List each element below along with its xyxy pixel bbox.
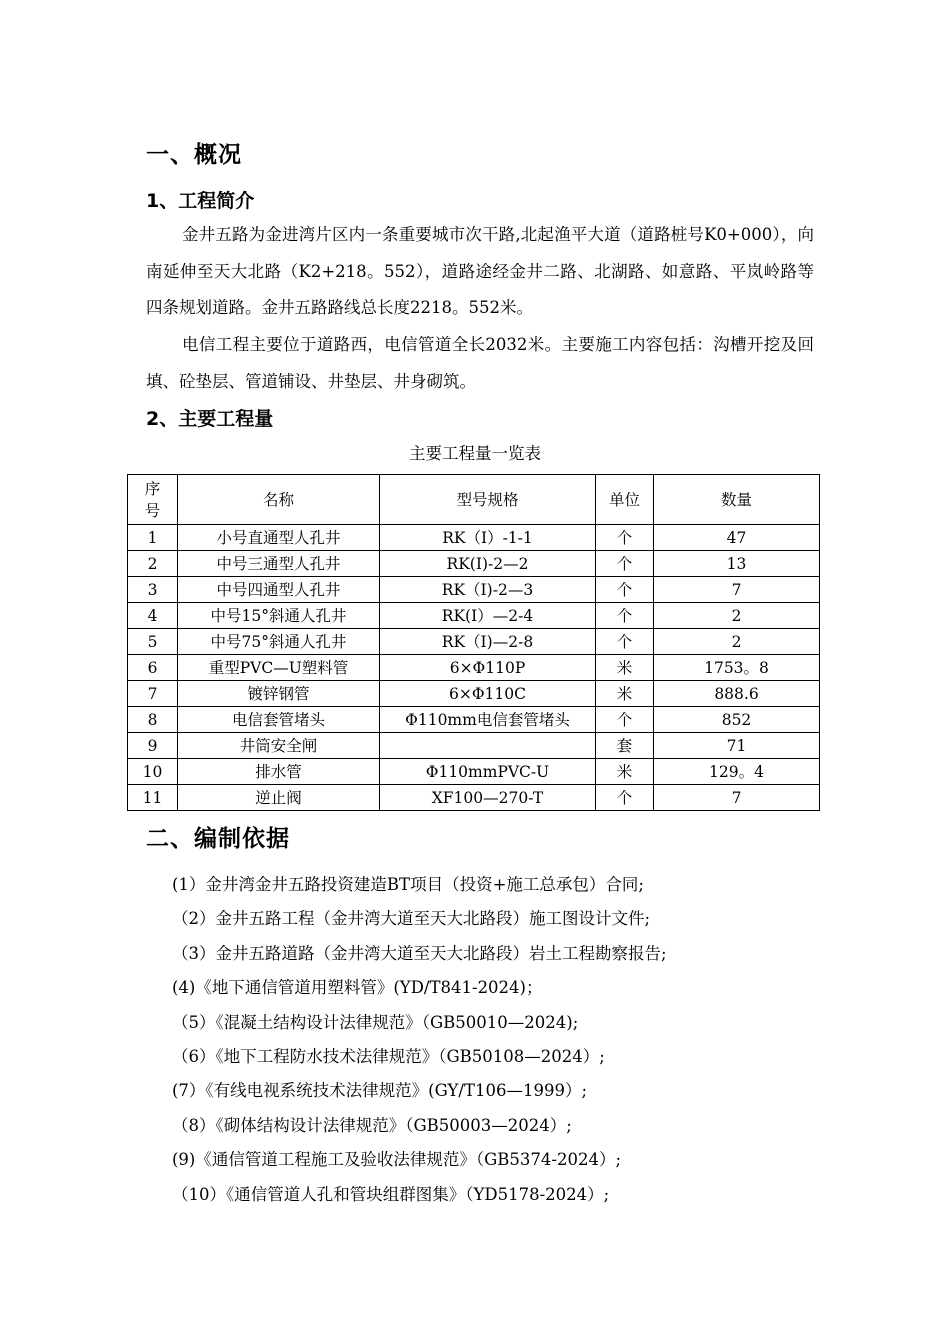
cell-unit: 个 — [596, 577, 654, 603]
cell-spec: 6×Φ110C — [380, 681, 596, 707]
table-row — [128, 603, 820, 629]
cell-name: 中号75°斜通人孔井 — [178, 629, 380, 655]
reference-item: (4)《地下通信管道用塑料管》(YD/T841-2024)； — [172, 978, 543, 998]
cell-quantity: 129。4 — [654, 759, 820, 785]
cell-name: 井筒安全闸 — [178, 733, 380, 759]
subsection-project-intro-heading: 1、工程简介 — [146, 190, 255, 212]
cell-quantity: 47 — [654, 525, 820, 551]
header-index: 序号 — [128, 475, 178, 525]
section-basis-heading: 二、编制依据 — [146, 826, 290, 852]
cell-spec: RK(I)-2—2 — [380, 551, 596, 577]
cell-index: 6 — [128, 655, 178, 681]
cell-unit: 个 — [596, 525, 654, 551]
table-caption: 主要工程量一览表 — [409, 444, 541, 463]
table-row — [128, 577, 820, 603]
cell-unit: 个 — [596, 603, 654, 629]
cell-quantity: 7 — [654, 785, 820, 811]
cell-spec: RK（I)—2-8 — [380, 629, 596, 655]
table-row — [128, 733, 820, 759]
reference-item: （2）金井五路工程（金井湾大道至天大北路段）施工图设计文件; — [172, 909, 651, 929]
table-header-row — [128, 475, 820, 525]
cell-name: 逆止阀 — [178, 785, 380, 811]
cell-name: 小号直通型人孔井 — [178, 525, 380, 551]
cell-quantity: 13 — [654, 551, 820, 577]
cell-index: 2 — [128, 551, 178, 577]
quantities-table — [127, 474, 820, 811]
table-row — [128, 655, 820, 681]
project-intro-paragraph: 金井五路为金进湾片区内一条重要城市次干路,北起渔平大道（道路桩号K0+000），向南延伸至天大北路（K2+218。552），道路途经金井二路、北湖路、如意路、平岚岭路等四条规划道路。金井五路路线总长度2218。552米。 — [146, 225, 814, 317]
subsection-main-quantities-heading: 2、主要工程量 — [146, 408, 274, 430]
reference-item: (1）金井湾金井五路投资建造BT项目（投资+施工总承包）合同; — [172, 875, 644, 894]
reference-item: (7）《有线电视系统技术法律规范》(GY/T106—1999）; — [172, 1081, 588, 1101]
cell-index: 5 — [128, 629, 178, 655]
cell-unit: 套 — [596, 733, 654, 759]
cell-unit: 米 — [596, 759, 654, 785]
cell-name: 排水管 — [178, 759, 380, 785]
cell-quantity: 7 — [654, 577, 820, 603]
table-row — [128, 525, 820, 551]
cell-index: 10 — [128, 759, 178, 785]
cell-unit: 米 — [596, 681, 654, 707]
table-row — [128, 785, 820, 811]
reference-item: （6）《地下工程防水技术法律规范》（GB50108—2024）; — [172, 1046, 605, 1066]
cell-unit: 个 — [596, 629, 654, 655]
telecom-scope-paragraph: 电信工程主要位于道路西，电信管道全长2032米。主要施工内容包括：沟槽开挖及回填、砼垫层、管道铺设、井垫层、井身砌筑。 — [146, 335, 814, 391]
cell-spec: RK（I)-2—3 — [380, 577, 596, 603]
reference-item: （5）《混凝土结构设计法律规范》（GB50010—2024); — [172, 1012, 579, 1032]
cell-spec: RK(I）—2-4 — [380, 603, 596, 629]
header-spec: 型号规格 — [380, 475, 596, 525]
cell-spec — [380, 733, 596, 759]
cell-quantity: 71 — [654, 733, 820, 759]
cell-name: 中号四通型人孔井 — [178, 577, 380, 603]
cell-unit: 个 — [596, 707, 654, 733]
cell-unit: 个 — [596, 785, 654, 811]
table-row — [128, 551, 820, 577]
cell-spec: Φ110mmPVC-U — [380, 759, 596, 785]
header-name: 名称 — [178, 475, 380, 525]
table-row — [128, 707, 820, 733]
cell-index: 3 — [128, 577, 178, 603]
header-quantity: 数量 — [654, 475, 820, 525]
cell-quantity: 2 — [654, 629, 820, 655]
table-row — [128, 629, 820, 655]
reference-item: （8）《砌体结构设计法律规范》（GB50003—2024）; — [172, 1115, 572, 1135]
cell-name: 电信套管堵头 — [178, 707, 380, 733]
cell-spec: XF100—270-T — [380, 785, 596, 811]
cell-name: 镀锌钢管 — [178, 681, 380, 707]
header-unit: 单位 — [596, 475, 654, 525]
cell-quantity: 888.6 — [654, 681, 820, 707]
cell-index: 1 — [128, 525, 178, 551]
table-row — [128, 681, 820, 707]
cell-spec: Φ110mm电信套管堵头 — [380, 707, 596, 733]
reference-item: (9)《通信管道工程施工及验收法律规范》（GB5374-2024）; — [172, 1150, 622, 1170]
cell-spec: RK（I）-1-1 — [380, 525, 596, 551]
cell-name: 重型PVC—U塑料管 — [178, 655, 380, 681]
cell-name: 中号三通型人孔井 — [178, 551, 380, 577]
cell-spec: 6×Φ110P — [380, 655, 596, 681]
table-row — [128, 759, 820, 785]
cell-quantity: 1753。8 — [654, 655, 820, 681]
cell-index: 4 — [128, 603, 178, 629]
cell-index: 7 — [128, 681, 178, 707]
section-overview-heading: 一、概况 — [146, 142, 242, 168]
cell-index: 8 — [128, 707, 178, 733]
reference-item: （10）《通信管道人孔和管块组群图集》（YD5178-2024）; — [172, 1184, 610, 1204]
cell-unit: 米 — [596, 655, 654, 681]
cell-name: 中号15°斜通人孔井 — [178, 603, 380, 629]
cell-quantity: 852 — [654, 707, 820, 733]
cell-unit: 个 — [596, 551, 654, 577]
cell-index: 11 — [128, 785, 178, 811]
cell-quantity: 2 — [654, 603, 820, 629]
reference-list — [172, 868, 667, 1212]
reference-item: （3）金井五路道路（金井湾大道至天大北路段）岩土工程勘察报告; — [172, 943, 667, 963]
cell-index: 9 — [128, 733, 178, 759]
